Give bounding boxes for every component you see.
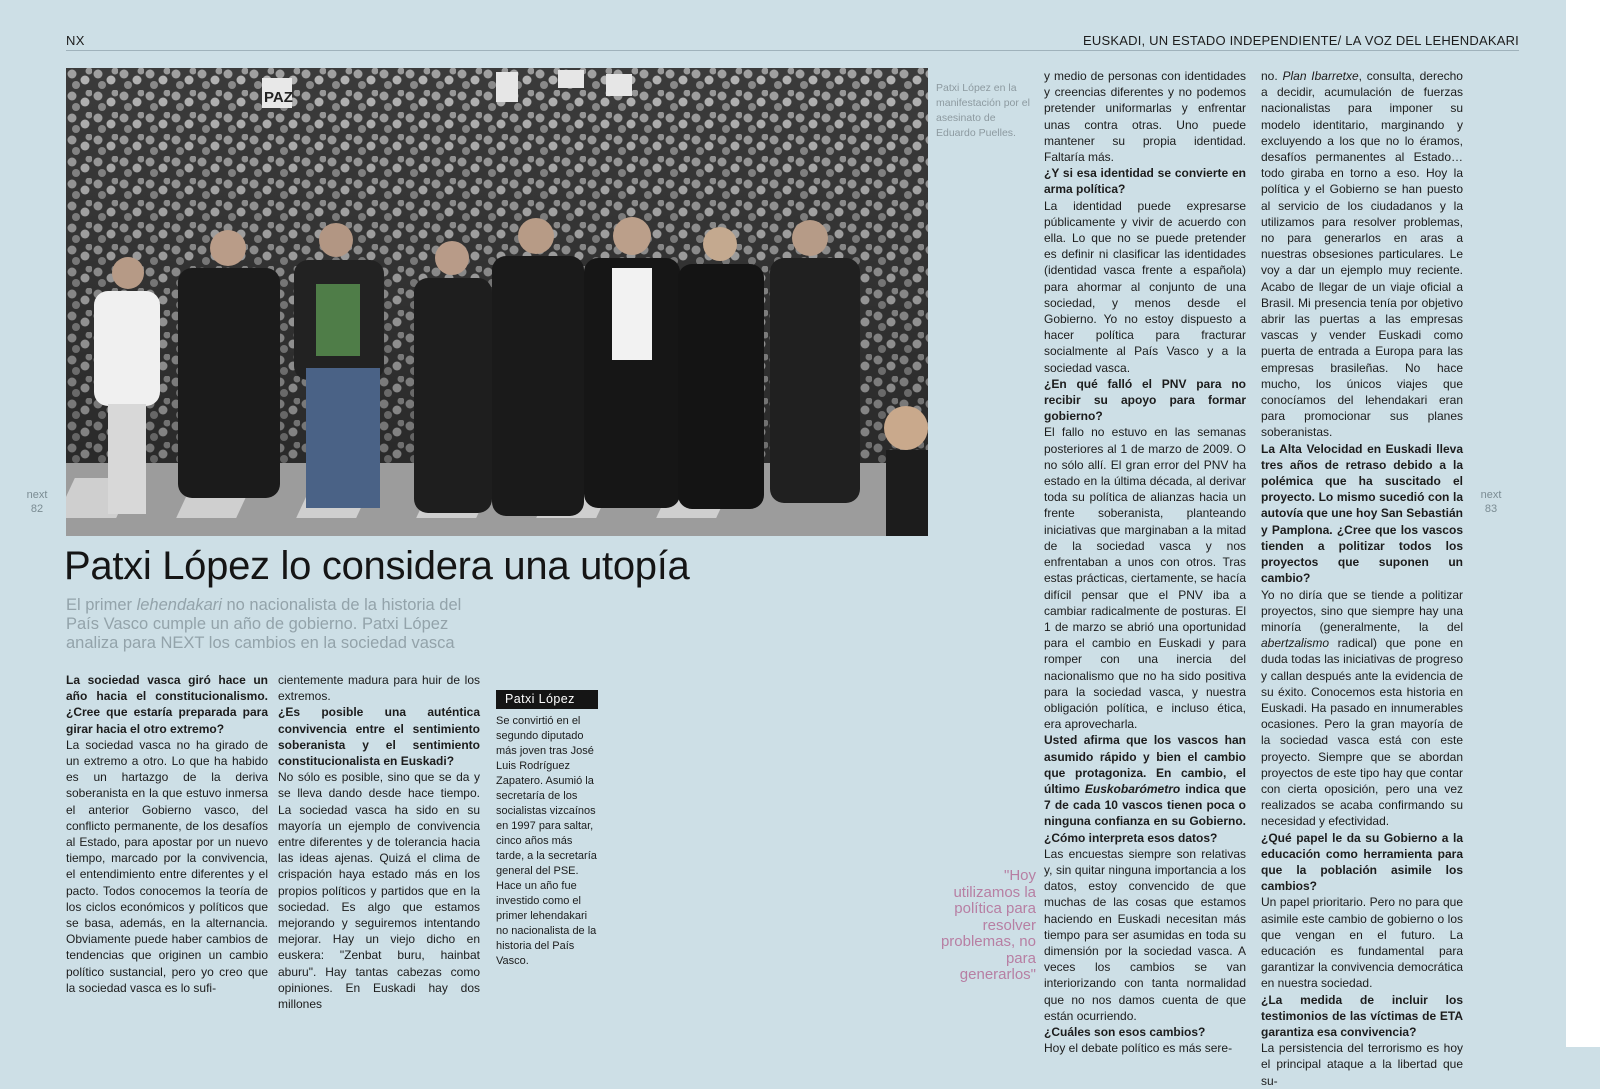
answer-text: radical) que pone en duda todas las iniciativas de progreso y callan después ante la evidencia de su éxito. Conocemos esta historia en Euskadi. Ha pasado en innumerables ocasiones. Pero la gran mayoría de la sociedad vasca está con este proyecto. Siempre que se abordan proyectos de este tipo hay que contar con cierta oposición, pero una vez realizados se acaba confirmando su necesidad y efectividad. — [1261, 636, 1463, 829]
running-header — [66, 32, 1519, 51]
demonstration-photo — [66, 68, 928, 536]
interview-answer: Un papel prioritario. Pero no para que asimile este cambio de gobierno o los que vengan en el futuro. La educación es fundamental para garantizar la convivencia democrática en nuestra sociedad. — [1261, 895, 1463, 991]
standfirst-text: no nacionalista de la historia del País Vasco cumple un año de gobierno. Patxi López analiza para NEXT los cambios en la sociedad vasca — [66, 596, 462, 652]
answer-italic-term: abertzalismo — [1261, 636, 1330, 651]
running-title: EUSKADI, UN ESTADO INDEPENDIENTE/ LA VOZ DEL LEHENDAKARI — [1083, 33, 1519, 48]
standfirst — [66, 596, 496, 653]
folio-page-number: 83 — [1484, 503, 1498, 515]
sidebar-body: Se convirtió en el segundo diputado más joven tras José Luis Rodríguez Zapatero. Asumió la secretaría de los socialistas vizcaínos en 1997 para saltar, cinco años más tarde, a la secretaría general del PSE. Hace un año fue investido como el primer lehendakari no nacionalista de la historia del País Vasco. — [496, 715, 597, 967]
sidebar-title: Patxi López — [496, 690, 598, 709]
answer-text: no. — [1261, 69, 1283, 83]
interview-answer: La identidad puede expresarse públicamente y vivir de acuerdo con ella. Lo que no se puede pretender es definir ni clasificar las identidades (identidad vasca frente a española) para ahormar al conjunto de una sociedad, y menos desde el Gobierno. Yo no estoy dispuesto a hacer política para fracturar socialmente al País Vasco y a la sociedad vasca. — [1044, 198, 1246, 375]
interview-answer: La persistencia del terrorismo es hoy el principal ataque a la libertad que su- — [1261, 1041, 1463, 1088]
interview-answer: Hoy el debate político es más sere- — [1044, 1041, 1233, 1056]
folio-right — [1478, 488, 1504, 516]
folio-left — [24, 488, 50, 516]
interview-question: ¿Es posible una auténtica convivencia entre el sentimiento soberanista y el sentimiento constitucionalista en Euskadi? — [278, 705, 480, 769]
interview-question: La Alta Velocidad en Euskadi lleva tres años de retraso debido a la polémica que ha suscitado el proyecto. Lo mismo sucedió con la autovía que une hoy San Sebastián y Pamplona. ¿Cree que los vascos tienden a politizar todos los proyectos que suponen un cambio? — [1261, 441, 1463, 586]
interview-question: ¿En qué falló el PNV para no recibir su apoyo para formar gobierno? — [1044, 376, 1246, 424]
pull-quote: "Hoy utilizamos la política para resolver problemas, no para generarlos" — [940, 867, 1036, 983]
folio-page-number: 82 — [30, 503, 44, 515]
answer-text: , consulta, derecho a decidir, acumulación de fuerzas nacionalistas para imponer su modelo identitario, marginando y excluyendo a los que no lo éramos, desafíos permanentes al Estado… todo giraba en torno a eso. Hoy la política y el Gobierno se han puesto al servicio de los ciudadanos y la utilizamos para resolver problemas, no para generarlos en aras a nuestras obsesiones particulares. Le voy a dar un ejemplo muy reciente. Acabo de llegar de un viaje oficial a Brasil. Mi presencia tenía por objetivo abrir las puertas a las empresas vascas y vender Euskadi como puerta de entrada a Europa para las empresas brasileñas. No hace mucho, los únicos viajes que conocíamos del lehendakari eran para promocionar sus planes soberanistas. — [1261, 69, 1463, 440]
interview-answer: y medio de personas con identidades y creencias diferentes y no podemos pretender uniformarlas y enfrentar unas contra otras. Uno puede mantener su propia identidad. Faltaría más. — [1044, 69, 1246, 165]
interview-question: ¿Y si esa identidad se convierte en arma política? — [1044, 166, 1246, 197]
folio-brand: next — [1480, 489, 1502, 501]
interview-question: ¿La medida de incluir los testimonios de las víctimas de ETA garantiza esa convivencia? — [1261, 992, 1463, 1039]
headline: Patxi López lo considera una utopía — [64, 544, 690, 588]
section-tag: NX — [66, 33, 85, 48]
question-text: indica que 7 de cada 10 vascos tienen poca o ninguna confianza en su Gobierno. ¿Cómo interpreta esos datos? — [1044, 781, 1246, 845]
folio-brand: next — [26, 489, 48, 501]
text-column-3 — [1044, 68, 1246, 1056]
interview-answer — [1261, 68, 1463, 441]
interview-question: ¿Cuáles son esos cambios? — [1044, 1024, 1206, 1039]
interview-question: La sociedad vasca giró hace un año hacia el constitucionalismo. ¿Cree que estaría preparada para girar hacia el otro extremo? — [66, 673, 268, 736]
interview-answer: cientemente madura para huir de los extremos. — [278, 673, 480, 704]
question-text: Usted afirma que los vascos han asumido rápido y bien el cambio que protagoniza. En cambio, el último — [1044, 733, 1246, 796]
profile-sidebar — [496, 690, 598, 969]
text-column-1 — [66, 672, 268, 996]
standfirst-text: El primer — [66, 596, 137, 614]
text-column-2 — [278, 672, 480, 1012]
question-italic-term: Euskobarómetro — [1084, 781, 1181, 796]
interview-answer: La sociedad vasca no ha girado de un extremo a otro. Lo que ha habido es un hartazgo de la deriva soberanista en la que estuvo inmersa el anterior Gobierno vasco, del conflicto permanente, de los desafíos al Estado, para apostar por un nuevo tiempo, marcado por la convivencia, el entendimiento entre diferentes y el pacto. Todos conocemos la teoría de los ciclos económicos y políticos que se basa, además, en la alternancia. Obviamente puede haber cambios de tendencias que originen un cambio político sustancial, pero yo creo que la sociedad vasca es lo sufi- — [66, 737, 268, 995]
page-gutter — [1566, 0, 1600, 1047]
interview-question — [1044, 732, 1246, 845]
interview-answer — [1261, 587, 1463, 830]
standfirst-italic-term: lehendakari — [136, 596, 222, 614]
answer-italic-term: Plan Ibarretxe — [1282, 69, 1359, 83]
interview-question: ¿Qué papel le da su Gobierno a la educación como herramienta para que la población asimile los cambios? — [1261, 830, 1463, 894]
interview-answer: El fallo no estuvo en las semanas posteriores al 1 de marzo de 2009. O no sólo allí. El gran error del PNV ha estado en la última década, al derivar toda su política de alianzas hacia un frente soberanista, planteando iniciativas que marginaban a la mitad de la sociedad vasca y nos enfrentaban a unos con otros. Tras estas prácticas, ciertamente, se hacía difícil pensar que el PNV iba a cambiar radicalmente de posturas. El 1 de marzo se abrió una oportunidad para el cambio en Euskadi y para romper con una inercia del nacionalismo que no ha sido positiva para la sociedad vasca, y nuestra obligación política, e incluso ética, era aprovecharla. — [1044, 425, 1246, 732]
photo-caption: Patxi López en la manifestación por el asesinato de Eduardo Puelles. — [936, 81, 1030, 139]
interview-answer: Las encuestas siempre son relativas y, sin quitar ninguna importancia a los datos, estoy convencido de que muchas de las cosas que estamos haciendo en Euskadi necesitan más tiempo para ser asumidas en toda su dimensión por la sociedad vasca. A veces los cambios se van interiorizando con tanta normalidad que no nos damos cuenta de que están ocurriendo. — [1044, 846, 1246, 1023]
answer-text: Yo no diría que se tiende a politizar proyectos, sino que siempre hay una minoría (generalmente, la del — [1261, 587, 1463, 634]
text-column-4 — [1261, 68, 1463, 1089]
protest-sign-text: PAZ — [264, 89, 293, 106]
interview-answer: No sólo es posible, sino que se da y se lleva dando desde hace tiempo. La sociedad vasca ha sido en su mayoría un ejemplo de convivencia entre diferentes y de tolerancia hacia las ideas ajenas. Quizá el clima de crispación haya estado más en los propios políticos y partidos que en la sociedad. Es algo que estamos mejorando y seguiremos intentando mejorar. Hay un viejo dicho en euskera: "Zenbat buru, hainbat aburu". Hay tantas cabezas como opiniones. En Euskadi hay dos millones — [278, 770, 480, 1012]
